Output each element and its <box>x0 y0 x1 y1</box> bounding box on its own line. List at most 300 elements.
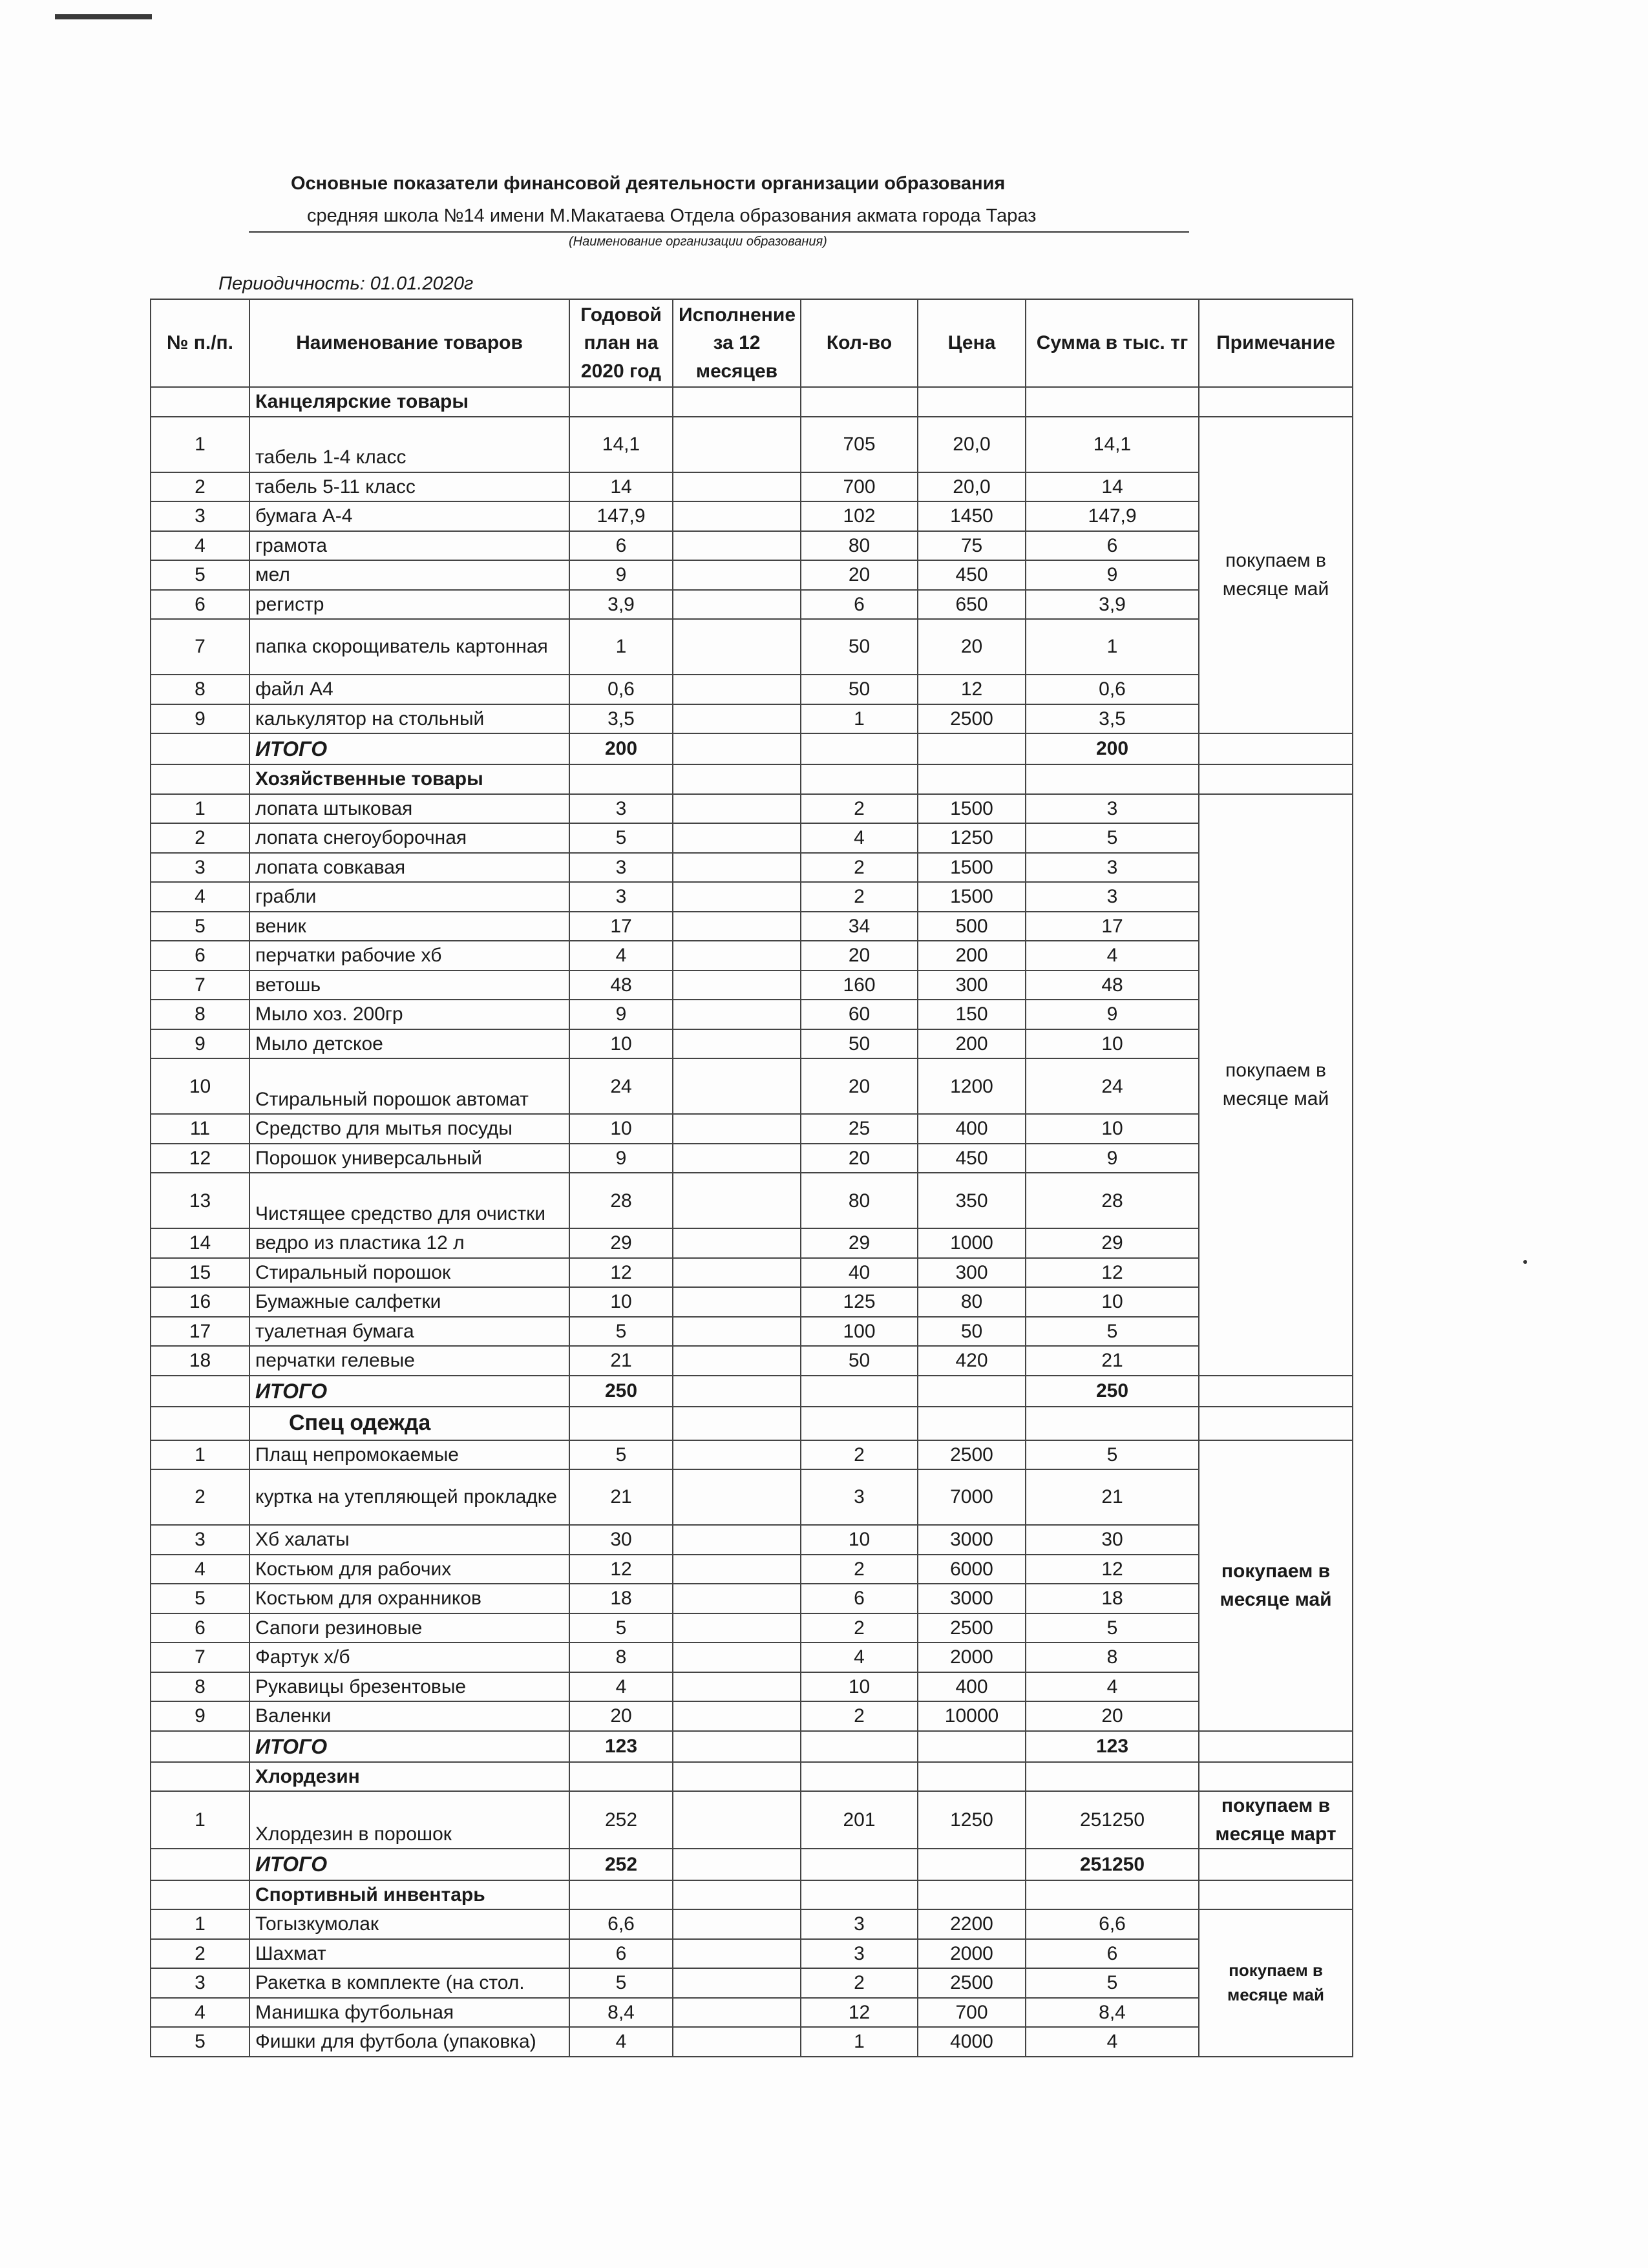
row-number: 8 <box>151 1000 249 1029</box>
plan-value: 3,5 <box>569 704 673 734</box>
price-value: 650 <box>918 590 1026 620</box>
table-row <box>151 2027 1353 2057</box>
table-row <box>151 1968 1353 1998</box>
empty-cell <box>918 1376 1026 1407</box>
plan-value: 10 <box>569 1029 673 1059</box>
section-num-cell <box>151 764 249 794</box>
item-name: ведро из пластика 12 л <box>249 1228 569 1258</box>
plan-value: 9 <box>569 1000 673 1029</box>
row-number: 4 <box>151 1998 249 2028</box>
plan-value: 10 <box>569 1114 673 1144</box>
table-row <box>151 1144 1353 1173</box>
price-value: 400 <box>918 1672 1026 1702</box>
empty-cell <box>801 1880 918 1910</box>
empty-cell <box>918 1762 1026 1792</box>
execution-value <box>673 882 801 912</box>
plan-value: 29 <box>569 1228 673 1258</box>
sum-value: 30 <box>1026 1525 1199 1555</box>
plan-value: 3 <box>569 853 673 883</box>
execution-value <box>673 1939 801 1969</box>
total-sum: 123 <box>1026 1731 1199 1762</box>
price-value: 420 <box>918 1346 1026 1376</box>
total-label: ИТОГО <box>249 733 569 764</box>
quantity-value: 160 <box>801 971 918 1000</box>
plan-value: 4 <box>569 1672 673 1702</box>
col-header-qty: Кол-во <box>801 299 918 387</box>
table-row <box>151 619 1353 675</box>
plan-value: 5 <box>569 1968 673 1998</box>
col-header-exec: Исполнение за 12 месяцев <box>673 299 801 387</box>
price-value: 10000 <box>918 1701 1026 1731</box>
item-name: Костьюм для охранников <box>249 1584 569 1613</box>
row-number: 3 <box>151 1968 249 1998</box>
quantity-value: 29 <box>801 1228 918 1258</box>
table-row <box>151 1998 1353 2028</box>
sum-value: 3 <box>1026 794 1199 824</box>
price-value: 1250 <box>918 1791 1026 1849</box>
price-value: 700 <box>918 1998 1026 2028</box>
price-value: 20,0 <box>918 417 1026 472</box>
row-number: 4 <box>151 531 249 561</box>
item-name: Сапоги резиновые <box>249 1613 569 1643</box>
price-value: 300 <box>918 971 1026 1000</box>
empty-cell <box>1199 1376 1353 1407</box>
item-name: табель 5-11 класс <box>249 472 569 502</box>
quantity-value: 20 <box>801 1144 918 1173</box>
item-name: Рукавицы брезентовые <box>249 1672 569 1702</box>
price-value: 6000 <box>918 1555 1026 1584</box>
item-name: Фишки для футбола (упаковка) <box>249 2027 569 2057</box>
table-row <box>151 1228 1353 1258</box>
table-row <box>151 1469 1353 1525</box>
price-value: 500 <box>918 912 1026 941</box>
item-name: бумага А-4 <box>249 501 569 531</box>
quantity-value: 50 <box>801 1346 918 1376</box>
quantity-value: 4 <box>801 823 918 853</box>
col-header-name: Наименование товаров <box>249 299 569 387</box>
table-row <box>151 1346 1353 1376</box>
plan-value: 5 <box>569 1317 673 1347</box>
plan-value: 28 <box>569 1173 673 1228</box>
item-name: калькулятор на стольный <box>249 704 569 734</box>
sum-value: 9 <box>1026 1144 1199 1173</box>
plan-value: 9 <box>569 1144 673 1173</box>
row-number: 15 <box>151 1258 249 1288</box>
item-name: Средство для мытья посуды <box>249 1114 569 1144</box>
execution-value <box>673 417 801 472</box>
row-number: 1 <box>151 1791 249 1849</box>
sum-value: 4 <box>1026 941 1199 971</box>
sum-value: 10 <box>1026 1114 1199 1144</box>
sum-value: 5 <box>1026 823 1199 853</box>
quantity-value: 80 <box>801 531 918 561</box>
row-number: 2 <box>151 472 249 502</box>
item-name: Плащ непромокаемые <box>249 1440 569 1470</box>
plan-value: 20 <box>569 1701 673 1731</box>
execution-value <box>673 1909 801 1939</box>
sum-value: 20 <box>1026 1701 1199 1731</box>
execution-value <box>673 1469 801 1525</box>
empty-cell <box>673 387 801 417</box>
sum-value: 3,5 <box>1026 704 1199 734</box>
table-row <box>151 1287 1353 1317</box>
execution-value <box>673 794 801 824</box>
table-row <box>151 1114 1353 1144</box>
quantity-value: 60 <box>801 1000 918 1029</box>
section-num-cell <box>151 1880 249 1910</box>
quantity-value: 125 <box>801 1287 918 1317</box>
total-plan: 250 <box>569 1376 673 1407</box>
quantity-value: 6 <box>801 1584 918 1613</box>
empty-cell <box>569 764 673 794</box>
plan-value: 6 <box>569 1939 673 1969</box>
item-name: лопата снегоуборочная <box>249 823 569 853</box>
price-value: 3000 <box>918 1584 1026 1613</box>
execution-value <box>673 1114 801 1144</box>
section-num-cell <box>151 1762 249 1792</box>
item-name: грабли <box>249 882 569 912</box>
table-row <box>151 590 1353 620</box>
quantity-value: 2 <box>801 794 918 824</box>
empty-cell <box>801 1849 918 1880</box>
item-name: мел <box>249 560 569 590</box>
plan-value: 6 <box>569 531 673 561</box>
section-title: Хлордезин <box>249 1762 569 1792</box>
price-value: 2500 <box>918 1968 1026 1998</box>
execution-value <box>673 531 801 561</box>
price-value: 200 <box>918 941 1026 971</box>
quantity-value: 40 <box>801 1258 918 1288</box>
sum-value: 9 <box>1026 1000 1199 1029</box>
item-name: регистр <box>249 590 569 620</box>
sum-value: 48 <box>1026 971 1199 1000</box>
execution-value <box>673 1791 801 1849</box>
price-value: 80 <box>918 1287 1026 1317</box>
row-number: 11 <box>151 1114 249 1144</box>
period-label: Периодичность: 01.01.2020г <box>218 273 474 294</box>
row-number: 3 <box>151 853 249 883</box>
row-number: 16 <box>151 1287 249 1317</box>
sum-value: 12 <box>1026 1258 1199 1288</box>
item-name: папка скорощиватель картонная <box>249 619 569 675</box>
execution-value <box>673 590 801 620</box>
table-row <box>151 531 1353 561</box>
col-header-price: Цена <box>918 299 1026 387</box>
row-number: 5 <box>151 560 249 590</box>
execution-value <box>673 1555 801 1584</box>
section-title: Хозяйственные товары <box>249 764 569 794</box>
row-number: 4 <box>151 1555 249 1584</box>
empty-cell <box>801 733 918 764</box>
table-row <box>151 501 1353 531</box>
plan-value: 24 <box>569 1058 673 1114</box>
table-row <box>151 1584 1353 1613</box>
organization-name-caption: (Наименование организации образования) <box>569 235 827 249</box>
plan-value: 147,9 <box>569 501 673 531</box>
table-row <box>151 1555 1353 1584</box>
row-number: 5 <box>151 1584 249 1613</box>
price-value: 50 <box>918 1317 1026 1347</box>
row-number: 6 <box>151 941 249 971</box>
row-number: 1 <box>151 794 249 824</box>
section-header-row <box>151 1407 1353 1440</box>
row-number: 7 <box>151 619 249 675</box>
price-value: 12 <box>918 675 1026 704</box>
execution-value <box>673 472 801 502</box>
sum-value: 6 <box>1026 1939 1199 1969</box>
total-sum: 251250 <box>1026 1849 1199 1880</box>
empty-cell <box>569 1407 673 1440</box>
plan-value: 21 <box>569 1346 673 1376</box>
price-value: 450 <box>918 560 1026 590</box>
row-number: 1 <box>151 1440 249 1470</box>
quantity-value: 3 <box>801 1939 918 1969</box>
section-header-row <box>151 1762 1353 1792</box>
total-label: ИТОГО <box>249 1376 569 1407</box>
item-name: Стиральный порошок автомат <box>249 1058 569 1114</box>
quantity-value: 2 <box>801 1440 918 1470</box>
execution-value <box>673 971 801 1000</box>
quantity-value: 1 <box>801 2027 918 2057</box>
quantity-value: 3 <box>801 1909 918 1939</box>
table-row <box>151 417 1353 472</box>
empty-cell <box>1026 1762 1199 1792</box>
sum-value: 14 <box>1026 472 1199 502</box>
empty-cell <box>801 1731 918 1762</box>
item-name: веник <box>249 912 569 941</box>
execution-value <box>673 560 801 590</box>
price-value: 2500 <box>918 1613 1026 1643</box>
execution-value <box>673 619 801 675</box>
empty-cell <box>1199 764 1353 794</box>
sum-value: 4 <box>1026 2027 1199 2057</box>
table-row <box>151 1525 1353 1555</box>
item-name: файл А4 <box>249 675 569 704</box>
total-row <box>151 1849 1353 1880</box>
table-header-row <box>151 299 1353 387</box>
section-header-row <box>151 764 1353 794</box>
row-number: 8 <box>151 1672 249 1702</box>
sum-value: 29 <box>1026 1228 1199 1258</box>
quantity-value: 100 <box>801 1317 918 1347</box>
table-row <box>151 704 1353 734</box>
empty-cell <box>1199 733 1353 764</box>
price-value: 1200 <box>918 1058 1026 1114</box>
quantity-value: 4 <box>801 1643 918 1672</box>
row-number: 9 <box>151 704 249 734</box>
quantity-value: 20 <box>801 941 918 971</box>
empty-cell <box>801 387 918 417</box>
col-header-note: Примечание <box>1199 299 1353 387</box>
table-row <box>151 1939 1353 1969</box>
quantity-value: 20 <box>801 560 918 590</box>
empty-cell <box>1199 1762 1353 1792</box>
execution-value <box>673 1440 801 1470</box>
empty-cell <box>673 764 801 794</box>
sum-value: 10 <box>1026 1287 1199 1317</box>
price-value: 1250 <box>918 823 1026 853</box>
plan-value: 14 <box>569 472 673 502</box>
execution-value <box>673 704 801 734</box>
execution-value <box>673 1029 801 1059</box>
quantity-value: 3 <box>801 1469 918 1525</box>
table-row <box>151 1317 1353 1347</box>
plan-value: 18 <box>569 1584 673 1613</box>
empty-cell <box>801 1376 918 1407</box>
item-name: табель 1-4 класс <box>249 417 569 472</box>
execution-value <box>673 1000 801 1029</box>
plan-value: 252 <box>569 1791 673 1849</box>
empty-cell <box>1199 387 1353 417</box>
sum-value: 147,9 <box>1026 501 1199 531</box>
organization-name-text: средняя школа №14 имени М.Макатаева Отдела образования акмата города Тараз <box>307 205 1037 226</box>
col-header-plan: Годовой план на 2020 год <box>569 299 673 387</box>
total-row <box>151 733 1353 764</box>
price-value: 2500 <box>918 1440 1026 1470</box>
total-plan: 200 <box>569 733 673 764</box>
price-value: 4000 <box>918 2027 1026 2057</box>
item-name: Шахмат <box>249 1939 569 1969</box>
plan-value: 12 <box>569 1258 673 1288</box>
quantity-value: 2 <box>801 853 918 883</box>
sum-value: 5 <box>1026 1968 1199 1998</box>
note-cell: покупаем в месяце май <box>1199 1909 1353 2057</box>
table-row <box>151 823 1353 853</box>
empty-cell <box>673 1376 801 1407</box>
execution-value <box>673 1317 801 1347</box>
quantity-value: 2 <box>801 1701 918 1731</box>
plan-value: 5 <box>569 1440 673 1470</box>
table-row <box>151 882 1353 912</box>
row-number: 10 <box>151 1058 249 1114</box>
execution-value <box>673 941 801 971</box>
empty-cell <box>1199 1731 1353 1762</box>
row-number: 5 <box>151 912 249 941</box>
total-num-cell <box>151 1849 249 1880</box>
empty-cell <box>673 1731 801 1762</box>
item-name: Тогызкумолак <box>249 1909 569 1939</box>
sum-value: 18 <box>1026 1584 1199 1613</box>
quantity-value: 2 <box>801 882 918 912</box>
sum-value: 17 <box>1026 912 1199 941</box>
item-name: Костьюм для рабочих <box>249 1555 569 1584</box>
table-row <box>151 1440 1353 1470</box>
sum-value: 6,6 <box>1026 1909 1199 1939</box>
execution-value <box>673 1613 801 1643</box>
quantity-value: 102 <box>801 501 918 531</box>
plan-value: 17 <box>569 912 673 941</box>
quantity-value: 700 <box>801 472 918 502</box>
empty-cell <box>673 1880 801 1910</box>
table-row <box>151 1643 1353 1672</box>
execution-value <box>673 1228 801 1258</box>
table-row <box>151 794 1353 824</box>
empty-cell <box>1026 764 1199 794</box>
financial-indicators-table <box>150 299 1353 2057</box>
plan-value: 3 <box>569 794 673 824</box>
execution-value <box>673 1287 801 1317</box>
plan-value: 21 <box>569 1469 673 1525</box>
sum-value: 24 <box>1026 1058 1199 1114</box>
table-row <box>151 941 1353 971</box>
sum-value: 3 <box>1026 853 1199 883</box>
empty-cell <box>918 1880 1026 1910</box>
total-label: ИТОГО <box>249 1849 569 1880</box>
execution-value <box>673 1144 801 1173</box>
section-header-row <box>151 387 1353 417</box>
section-title: Канцелярские товары <box>249 387 569 417</box>
table-row <box>151 912 1353 941</box>
empty-cell <box>673 1407 801 1440</box>
col-header-num: № п./п. <box>151 299 249 387</box>
item-name: Мыло хоз. 200гр <box>249 1000 569 1029</box>
quantity-value: 2 <box>801 1613 918 1643</box>
price-value: 7000 <box>918 1469 1026 1525</box>
execution-value <box>673 1584 801 1613</box>
plan-value: 4 <box>569 2027 673 2057</box>
price-value: 3000 <box>918 1525 1026 1555</box>
item-name: лопата штыковая <box>249 794 569 824</box>
price-value: 2000 <box>918 1939 1026 1969</box>
empty-cell <box>673 1762 801 1792</box>
empty-cell <box>673 1849 801 1880</box>
section-num-cell <box>151 387 249 417</box>
sum-value: 3,9 <box>1026 590 1199 620</box>
table-row <box>151 1909 1353 1939</box>
table-row <box>151 1613 1353 1643</box>
execution-value <box>673 912 801 941</box>
quantity-value: 10 <box>801 1525 918 1555</box>
empty-cell <box>1026 1407 1199 1440</box>
item-name: Мыло детское <box>249 1029 569 1059</box>
price-value: 1500 <box>918 882 1026 912</box>
item-name: перчатки гелевые <box>249 1346 569 1376</box>
sum-value: 6 <box>1026 531 1199 561</box>
table-row <box>151 472 1353 502</box>
item-name: Ракетка в комплекте (на стол. <box>249 1968 569 1998</box>
total-label: ИТОГО <box>249 1731 569 1762</box>
empty-cell <box>918 733 1026 764</box>
row-number: 1 <box>151 1909 249 1939</box>
empty-cell <box>1199 1880 1353 1910</box>
execution-value <box>673 1643 801 1672</box>
plan-value: 1 <box>569 619 673 675</box>
note-cell: покупаем в месяце май <box>1199 417 1353 734</box>
execution-value <box>673 1998 801 2028</box>
note-cell: покупаем в месяце май <box>1199 1440 1353 1731</box>
plan-value: 5 <box>569 823 673 853</box>
price-value: 20 <box>918 619 1026 675</box>
scan-speck <box>1523 1260 1527 1264</box>
plan-value: 14,1 <box>569 417 673 472</box>
row-number: 3 <box>151 501 249 531</box>
execution-value <box>673 853 801 883</box>
sum-value: 5 <box>1026 1613 1199 1643</box>
row-number: 1 <box>151 417 249 472</box>
total-num-cell <box>151 1376 249 1407</box>
empty-cell <box>801 1407 918 1440</box>
empty-cell <box>569 1762 673 1792</box>
sum-value: 28 <box>1026 1173 1199 1228</box>
sum-value: 21 <box>1026 1469 1199 1525</box>
execution-value <box>673 1346 801 1376</box>
plan-value: 3,9 <box>569 590 673 620</box>
quantity-value: 1 <box>801 704 918 734</box>
execution-value <box>673 1525 801 1555</box>
total-row <box>151 1731 1353 1762</box>
item-name: куртка на утепляющей прокладке <box>249 1469 569 1525</box>
item-name: грамота <box>249 531 569 561</box>
